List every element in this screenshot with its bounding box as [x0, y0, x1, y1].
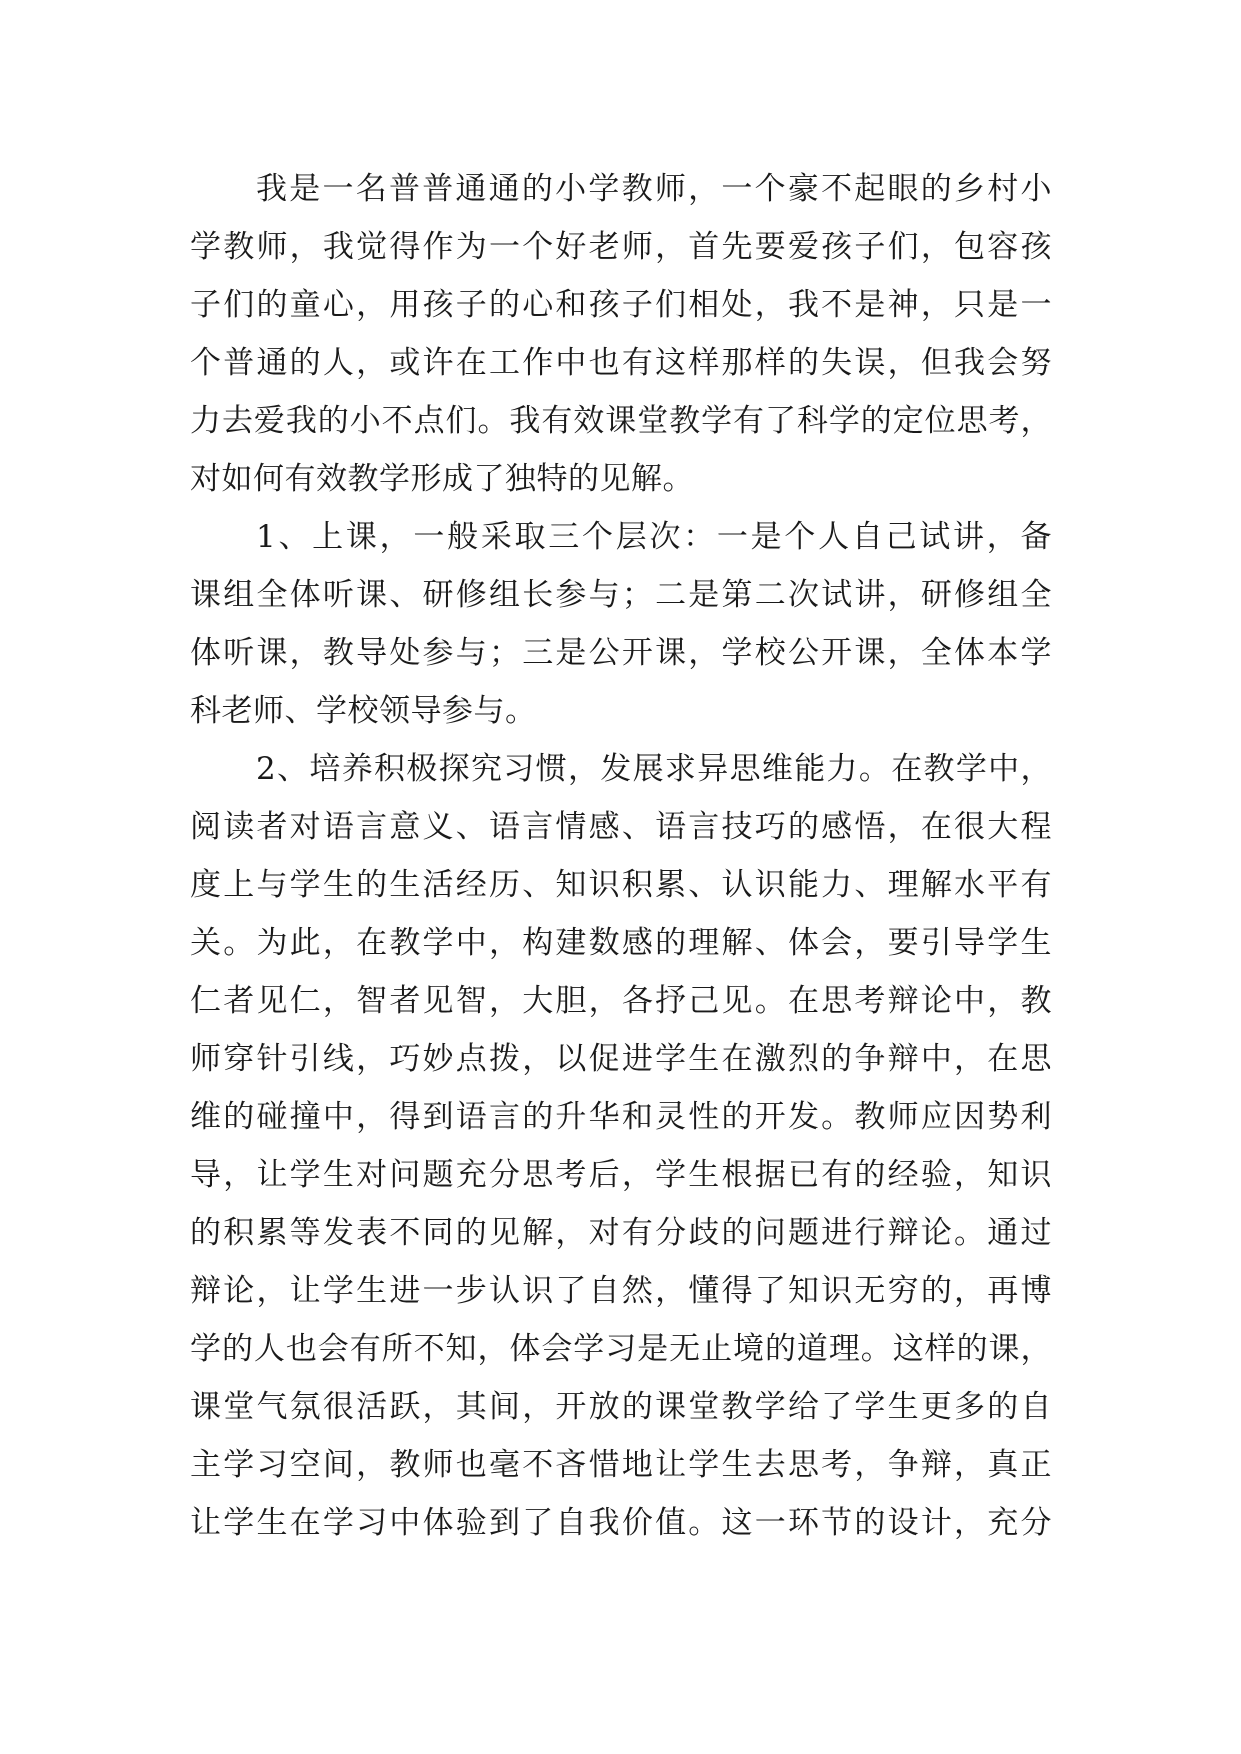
text-line: 2、培养积极探究习惯，发展求异思维能力。在教学中，: [256, 751, 1052, 787]
text-line: 子们的童心，用孩子的心和孩子们相处，我不是神，只是一: [190, 287, 1052, 323]
text-line: 体听课，教导处参与；三是公开课，学校公开课，全体本学: [190, 635, 1052, 671]
text-line: 课组全体听课、研修组长参与；二是第二次试讲，研修组全: [190, 577, 1052, 613]
paragraph-2-inquiry: [190, 740, 1052, 1552]
text-line: 课堂气氛很活跃，其间，开放的课堂教学给了学生更多的自: [190, 1389, 1052, 1425]
paragraph-1-lessons: [190, 508, 1052, 740]
paragraph-intro: [190, 160, 1052, 508]
text-line: 1、上课，一般采取三个层次：一是个人自己试讲，备: [256, 519, 1052, 555]
text-line: 学教师，我觉得作为一个好老师，首先要爱孩子们，包容孩: [190, 229, 1052, 265]
text-line: 主学习空间，教师也毫不吝惜地让学生去思考，争辩，真正: [190, 1447, 1052, 1483]
text-line: 的积累等发表不同的见解，对有分歧的问题进行辩论。通过: [190, 1215, 1052, 1251]
text-line: 仁者见仁，智者见智，大胆，各抒己见。在思考辩论中，教: [190, 983, 1052, 1019]
text-line: 对如何有效教学形成了独特的见解。: [190, 461, 694, 497]
text-line: 力去爱我的小不点们。我有效课堂教学有了科学的定位思考，: [190, 403, 1052, 439]
text-line: 度上与学生的生活经历、知识积累、认识能力、理解水平有: [190, 867, 1052, 903]
text-line: 关。为此，在教学中，构建数感的理解、体会，要引导学生: [190, 925, 1052, 961]
text-line: 阅读者对语言意义、语言情感、语言技巧的感悟，在很大程: [190, 809, 1052, 845]
text-line: 导，让学生对问题充分思考后，学生根据已有的经验，知识: [190, 1157, 1052, 1193]
text-line: 我是一名普普通通的小学教师，一个豪不起眼的乡村小: [256, 171, 1052, 207]
text-line: 辩论，让学生进一步认识了自然，懂得了知识无穷的，再博: [190, 1273, 1052, 1309]
document-page: [190, 160, 1052, 1552]
text-line: 维的碰撞中，得到语言的升华和灵性的开发。教师应因势利: [190, 1099, 1052, 1135]
text-line: 个普通的人，或许在工作中也有这样那样的失误，但我会努: [190, 345, 1052, 381]
text-line: 让学生在学习中体验到了自我价值。这一环节的设计，充分: [190, 1505, 1052, 1541]
text-line: 科老师、学校领导参与。: [190, 693, 537, 729]
text-line: 学的人也会有所不知，体会学习是无止境的道理。这样的课，: [190, 1331, 1052, 1367]
text-line: 师穿针引线，巧妙点拨，以促进学生在激烈的争辩中，在思: [190, 1041, 1052, 1077]
